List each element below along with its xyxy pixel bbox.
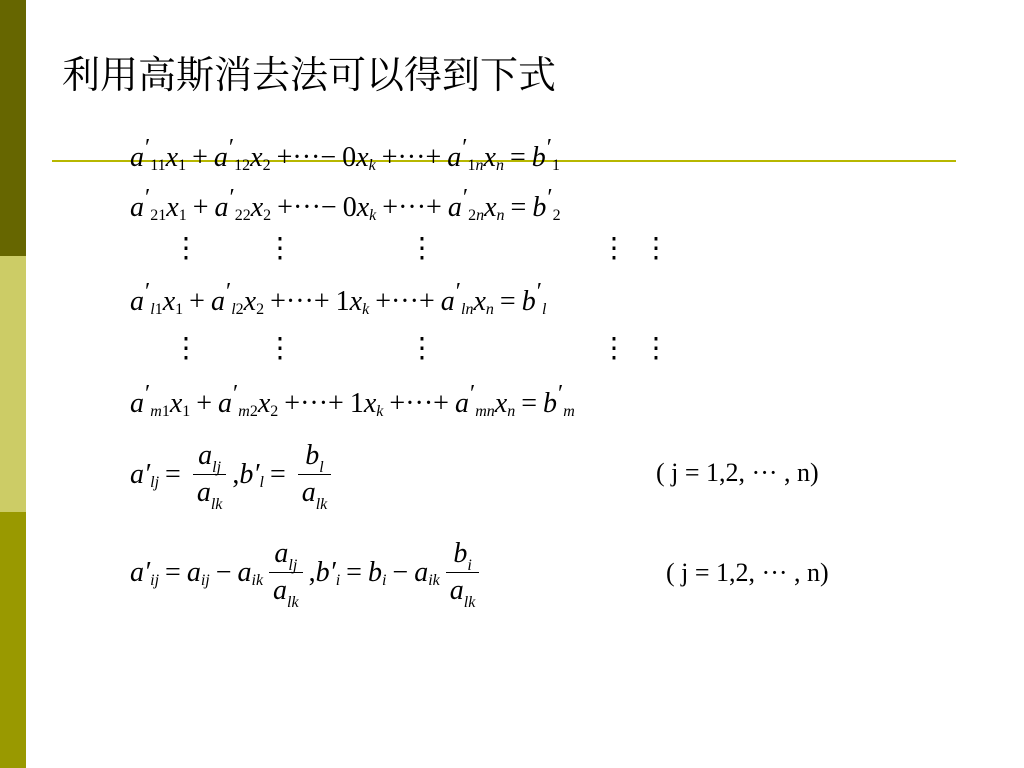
symbol: x <box>363 388 377 419</box>
symbol: a <box>130 388 144 419</box>
slide-title: 利用高斯消去法可以得到下式 <box>62 53 557 97</box>
symbol: x <box>483 142 496 173</box>
comma: , <box>232 458 240 490</box>
subscript: l <box>461 301 466 318</box>
left-band-middle <box>0 256 26 512</box>
operator: +···+ <box>270 286 330 317</box>
subscript: 2 <box>270 403 279 420</box>
numerator: $a_{lj}$ <box>274 538 298 574</box>
subscript: n <box>476 207 485 224</box>
subscript: l <box>150 301 155 318</box>
minus-sign: − <box>392 556 409 588</box>
symbol: x <box>356 192 370 223</box>
subscript: 2 <box>263 207 272 224</box>
vdots: ⋮ <box>266 331 294 364</box>
subscript: 2 <box>249 403 258 420</box>
prime-mark: ′ <box>462 185 469 211</box>
symbol: a <box>447 142 462 173</box>
operator: +···+ <box>381 142 442 173</box>
term-a: a <box>414 556 429 588</box>
left-band-top <box>0 0 26 256</box>
subscript: n <box>507 403 516 420</box>
prime-mark: ′ <box>558 381 564 407</box>
subscript: k <box>369 207 377 224</box>
subscript: k <box>376 403 384 420</box>
operator: +···+ <box>284 388 344 419</box>
subscript: 1 <box>178 207 187 224</box>
subscript: 1 <box>551 157 560 174</box>
subscript: 1 <box>467 157 476 174</box>
symbol: a <box>218 388 233 419</box>
vdots: ⋮ <box>408 331 436 364</box>
operator: +···+ <box>375 286 435 317</box>
subscript: 22 <box>234 207 251 224</box>
operator: = <box>499 286 516 317</box>
denominator: $a_{lk}$ <box>196 477 223 513</box>
range-note-1: ( j = 1,2, ··· , n) <box>656 458 819 487</box>
symbol: 1 <box>335 286 350 317</box>
prime-mark: ′ <box>455 279 461 305</box>
numerator: $a_{lj}$ <box>198 440 222 476</box>
subscript: k <box>368 157 376 174</box>
symbol: x <box>162 286 176 317</box>
symbol: x <box>484 192 497 223</box>
vdots: ⋮ <box>408 231 436 264</box>
subscript: n <box>465 301 474 318</box>
vdots-row-2 <box>0 331 1024 368</box>
prime-mark: ′ <box>145 279 151 305</box>
formula-normalize: a′ lj = $\frac{a_{lj}}{a_{lk}}$ , b′ l = $\frac{b_l}{a_{lk}}$ <box>130 438 337 511</box>
symbol: x <box>250 142 263 173</box>
subscript: m <box>150 403 162 420</box>
prime-mark: ′ <box>546 135 552 161</box>
denominator: $a_{lk}$ <box>273 575 299 611</box>
formula-lhs: a′ <box>130 556 151 588</box>
symbol: x <box>473 286 486 317</box>
subscript: 2 <box>256 301 265 318</box>
operator: + <box>192 142 208 173</box>
operator: + <box>192 192 209 223</box>
subscript: 1 <box>161 403 170 420</box>
operator: = <box>509 142 526 173</box>
symbol: b <box>531 142 546 173</box>
subscript: mn <box>475 403 495 420</box>
denominator: $a_{lk}$ <box>449 575 476 611</box>
fraction <box>269 536 303 609</box>
symbol: 0 <box>342 192 357 223</box>
subscript: 1 <box>154 301 163 318</box>
equation-row-1 <box>130 135 560 178</box>
subscript: n <box>475 157 484 174</box>
subscript: 1 <box>182 403 191 420</box>
formula-lhs-sub: lj <box>150 473 160 491</box>
formula-lhs: a′ <box>130 458 151 490</box>
numerator: $b_l$ <box>305 440 324 476</box>
subscript: 12 <box>234 157 251 174</box>
symbol: a <box>440 286 455 317</box>
symbol: 0 <box>342 142 357 173</box>
subscript: k <box>362 301 370 318</box>
subscript: l <box>231 301 236 318</box>
operator: + <box>189 286 205 317</box>
subscript: 1 <box>175 301 184 318</box>
equation-row-l <box>130 279 547 322</box>
operator: = <box>521 388 538 419</box>
denominator: $a_{lk}$ <box>301 477 328 513</box>
comma: , <box>308 556 316 588</box>
symbol: a <box>130 192 144 223</box>
vdots-row-1 <box>0 231 1024 268</box>
prime-mark: ′ <box>536 279 542 305</box>
fraction <box>193 438 227 511</box>
prime-mark: ′ <box>233 381 239 407</box>
subscript: 1 <box>178 157 187 174</box>
subscript: 2 <box>552 207 561 224</box>
subscript: 2 <box>468 207 477 224</box>
equals-sign: = <box>346 556 362 588</box>
symbol: x <box>494 388 508 419</box>
operator: +···− <box>277 192 337 223</box>
symbol: a <box>213 142 228 173</box>
symbol: a <box>214 192 229 223</box>
symbol: x <box>243 286 257 317</box>
term-a: a <box>237 556 252 588</box>
numerator: $b_i$ <box>453 538 472 574</box>
prime-mark: ′ <box>229 185 235 211</box>
subscript: n <box>495 157 504 174</box>
fraction <box>446 536 480 609</box>
equals-sign: = <box>165 556 181 588</box>
symbol: 1 <box>349 388 364 419</box>
prime-mark: ′ <box>145 381 151 407</box>
term-a: a <box>186 556 201 588</box>
prime-mark: ′ <box>225 279 232 305</box>
operator: + <box>196 388 213 419</box>
symbol: x <box>250 192 264 223</box>
equation-row-2 <box>130 185 561 228</box>
prime-mark: ′ <box>547 185 553 211</box>
prime-mark: ′ <box>145 135 151 161</box>
vdots: ⋮ <box>600 331 628 364</box>
prime-mark: ′ <box>462 135 468 161</box>
symbol: x <box>165 142 179 173</box>
symbol: a <box>130 286 144 317</box>
symbol: a <box>454 388 469 419</box>
subscript: 11 <box>150 157 166 174</box>
minus-sign: − <box>215 556 232 588</box>
b-lhs: b′ <box>239 458 260 490</box>
operator: +···− <box>276 142 337 173</box>
prime-mark: ′ <box>145 185 151 211</box>
symbol: x <box>356 142 369 173</box>
subscript: m <box>238 403 250 420</box>
range-note-2: ( j = 1,2, ··· , n) <box>666 558 829 587</box>
subscript: 21 <box>150 207 167 224</box>
symbol: a <box>447 192 462 223</box>
vdots: ⋮ <box>172 331 200 364</box>
subscript: l <box>541 301 547 318</box>
left-band-bottom <box>0 512 26 768</box>
fraction <box>298 438 332 511</box>
symbol: x <box>169 388 183 419</box>
vdots: ⋮ <box>600 231 628 264</box>
vdots: ⋮ <box>266 231 294 264</box>
symbol: a <box>130 142 144 173</box>
operator: +···+ <box>382 192 442 223</box>
symbol: b <box>532 192 547 223</box>
prime-mark: ′ <box>469 381 476 407</box>
symbol: x <box>349 286 363 317</box>
symbol: a <box>210 286 225 317</box>
symbol: x <box>257 388 271 419</box>
equals-sign: = <box>165 458 181 490</box>
prime-mark: ′ <box>228 135 235 161</box>
subscript: n <box>485 301 494 318</box>
symbol: b <box>521 286 536 317</box>
symbol: x <box>166 192 179 223</box>
vdots: ⋮ <box>642 231 670 264</box>
operator: +···+ <box>389 388 449 419</box>
subscript: 2 <box>262 157 271 174</box>
subscript: n <box>496 207 505 224</box>
symbol: b <box>543 388 558 419</box>
equation-row-m <box>130 381 575 424</box>
formula-eliminate: a′ ij = a ij − a ik $\frac{a_{lj}}{a_{lk}}$ , b′ i = b i − a ik $\frac{b_i}{a_{lk}}$ <box>130 536 485 609</box>
equals-sign: = <box>269 458 286 490</box>
b-lhs: b′ <box>315 556 336 588</box>
vdots: ⋮ <box>172 231 200 264</box>
term-b: b <box>367 556 382 588</box>
vdots: ⋮ <box>642 331 670 364</box>
operator: = <box>510 192 527 223</box>
subscript: 2 <box>235 301 244 318</box>
subscript: m <box>563 403 575 420</box>
